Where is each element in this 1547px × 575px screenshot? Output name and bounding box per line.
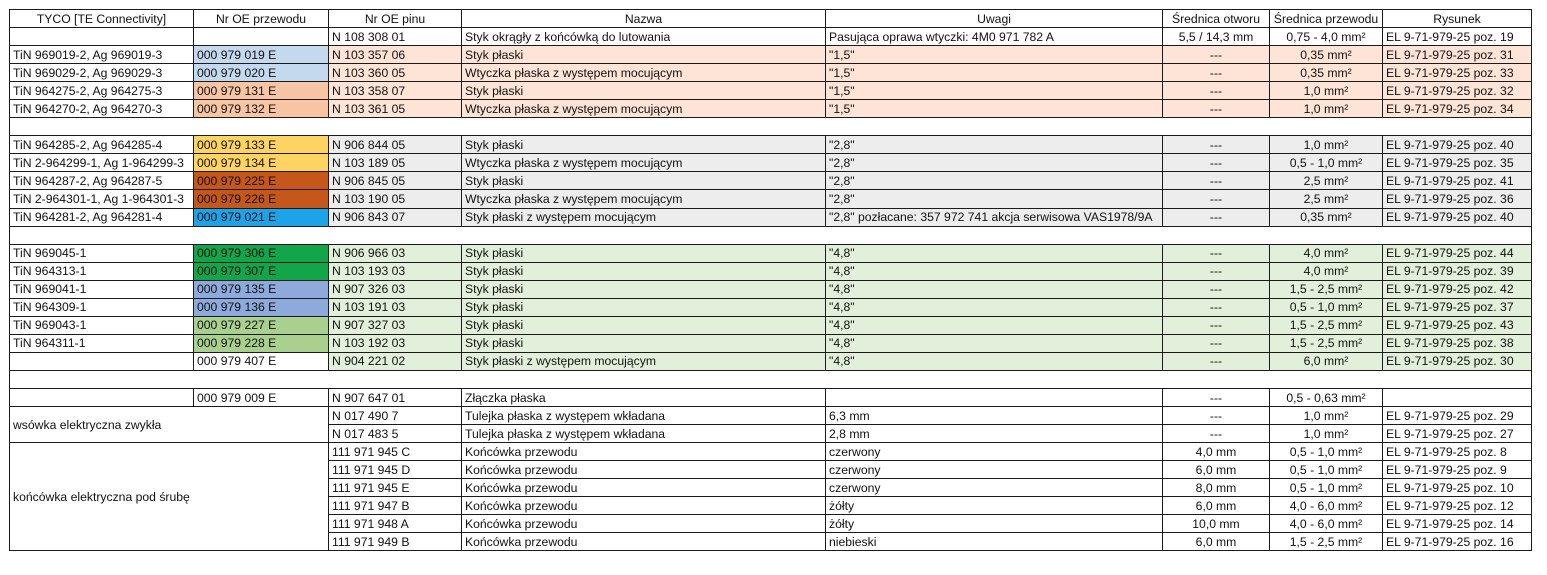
uwagi-cell: "4,8" bbox=[826, 352, 1163, 370]
srednica-przewodu-cell: 1,5 - 2,5 mm² bbox=[1270, 280, 1383, 298]
oe-pinu-cell: N 906 966 03 bbox=[329, 244, 462, 262]
table-row bbox=[10, 100, 1532, 118]
oe-pinu-cell: N 103 357 06 bbox=[329, 46, 462, 64]
rysunek-cell: EL 9-71-979-25 poz. 34 bbox=[1383, 100, 1532, 118]
nazwa-cell: Wtyczka płaska z występem mocującym bbox=[462, 100, 826, 118]
tyco-cell: TiN 969043-1 bbox=[10, 316, 194, 334]
tyco-cell: TiN 964270-2, Ag 964270-3 bbox=[10, 100, 194, 118]
table-row bbox=[10, 280, 1532, 298]
srednica-otworu-cell: --- bbox=[1163, 244, 1270, 262]
nazwa-cell: Styk płaski bbox=[462, 244, 826, 262]
srednica-otworu-cell: --- bbox=[1163, 100, 1270, 118]
srednica-przewodu-cell: 0,5 - 1,0 mm² bbox=[1270, 479, 1383, 497]
rysunek-cell: EL 9-71-979-25 poz. 31 bbox=[1383, 46, 1532, 64]
srednica-otworu-cell: --- bbox=[1163, 388, 1270, 406]
srednica-otworu-cell: --- bbox=[1163, 154, 1270, 172]
uwagi-cell: "4,8" bbox=[826, 316, 1163, 334]
oe-pinu-cell: N 103 192 03 bbox=[329, 334, 462, 352]
srednica-przewodu-cell: 0,75 - 4,0 mm² bbox=[1270, 28, 1383, 46]
srednica-przewodu-cell: 4,0 mm² bbox=[1270, 262, 1383, 280]
srednica-otworu-cell: --- bbox=[1163, 136, 1270, 154]
tyco-cell: TiN 964309-1 bbox=[10, 298, 194, 316]
table-row bbox=[10, 298, 1532, 316]
tyco-cell: TiN 964275-2, Ag 964275-3 bbox=[10, 82, 194, 100]
nazwa-cell: Styk płaski bbox=[462, 316, 826, 334]
spacer-cell bbox=[10, 226, 1532, 244]
srednica-przewodu-cell: 0,5 - 1,0 mm² bbox=[1270, 461, 1383, 479]
srednica-otworu-cell: --- bbox=[1163, 82, 1270, 100]
rysunek-cell: EL 9-71-979-25 poz. 32 bbox=[1383, 82, 1532, 100]
uwagi-cell: 2,8 mm bbox=[826, 425, 1163, 443]
tyco-cell: TiN 2-964301-1, Ag 1-964301-3 bbox=[10, 190, 194, 208]
uwagi-cell: "2,8" bbox=[826, 136, 1163, 154]
oe-pinu-cell: 111 971 945 E bbox=[329, 479, 462, 497]
srednica-przewodu-cell: 4,0 - 6,0 mm² bbox=[1270, 515, 1383, 533]
oe-przewodu-cell: 000 979 307 E bbox=[194, 262, 329, 280]
uwagi-cell: "4,8" bbox=[826, 280, 1163, 298]
srednica-otworu-cell: --- bbox=[1163, 316, 1270, 334]
header-tyco: TYCO [TE Connectivity] bbox=[10, 10, 194, 28]
uwagi-cell: Pasująca oprawa wtyczki: 4M0 971 782 A bbox=[826, 28, 1163, 46]
tyco-cell: TiN 964287-2, Ag 964287-5 bbox=[10, 172, 194, 190]
table-row bbox=[10, 388, 1532, 406]
tyco-cell: TiN 2-964299-1, Ag 1-964299-3 bbox=[10, 154, 194, 172]
tyco-cell bbox=[10, 352, 194, 370]
srednica-przewodu-cell: 0,35 mm² bbox=[1270, 46, 1383, 64]
oe-pinu-cell: N 103 360 05 bbox=[329, 64, 462, 82]
oe-pinu-cell: N 103 193 03 bbox=[329, 262, 462, 280]
oe-przewodu-cell: 000 979 009 E bbox=[194, 388, 329, 406]
tyco-cell: TiN 969029-2, Ag 969029-3 bbox=[10, 64, 194, 82]
oe-przewodu-cell: 000 979 135 E bbox=[194, 280, 329, 298]
srednica-otworu-cell: 6,0 mm bbox=[1163, 533, 1270, 551]
srednica-przewodu-cell: 4,0 - 6,0 mm² bbox=[1270, 497, 1383, 515]
table-row bbox=[10, 443, 1532, 461]
oe-przewodu-cell: 000 979 131 E bbox=[194, 82, 329, 100]
oe-pinu-cell: N 103 189 05 bbox=[329, 154, 462, 172]
srednica-przewodu-cell: 0,5 - 0,63 mm² bbox=[1270, 388, 1383, 406]
tyco-cell bbox=[10, 388, 194, 406]
srednica-otworu-cell: --- bbox=[1163, 262, 1270, 280]
srednica-otworu-cell: --- bbox=[1163, 46, 1270, 64]
uwagi-cell: "4,8" bbox=[826, 244, 1163, 262]
header-nazwa: Nazwa bbox=[462, 10, 826, 28]
oe-przewodu-cell: 000 979 132 E bbox=[194, 100, 329, 118]
spacer-row bbox=[10, 118, 1532, 136]
uwagi-cell: "4,8" bbox=[826, 298, 1163, 316]
oe-pinu-cell: N 103 361 05 bbox=[329, 100, 462, 118]
nazwa-cell: Wtyczka płaska z występem mocującym bbox=[462, 190, 826, 208]
table-row bbox=[10, 172, 1532, 190]
srednica-przewodu-cell: 0,5 - 1,0 mm² bbox=[1270, 443, 1383, 461]
uwagi-cell: "4,8" bbox=[826, 262, 1163, 280]
header-srednica-przewodu: Średnica przewodu bbox=[1270, 10, 1383, 28]
srednica-otworu-cell: --- bbox=[1163, 425, 1270, 443]
oe-pinu-cell: N 103 190 05 bbox=[329, 190, 462, 208]
oe-przewodu-cell: 000 979 228 E bbox=[194, 334, 329, 352]
oe-pinu-cell: N 907 647 01 bbox=[329, 388, 462, 406]
nazwa-cell: Styk płaski bbox=[462, 172, 826, 190]
srednica-przewodu-cell: 2,5 mm² bbox=[1270, 172, 1383, 190]
tyco-cell: TiN 964281-2, Ag 964281-4 bbox=[10, 208, 194, 226]
header-uwagi: Uwagi bbox=[826, 10, 1163, 28]
oe-przewodu-cell: 000 979 020 E bbox=[194, 64, 329, 82]
oe-pinu-cell: 111 971 948 A bbox=[329, 515, 462, 533]
nazwa-cell: Wtyczka płaska z występem mocującym bbox=[462, 64, 826, 82]
rysunek-cell: EL 9-71-979-25 poz. 40 bbox=[1383, 208, 1532, 226]
uwagi-cell: "4,8" bbox=[826, 334, 1163, 352]
uwagi-cell: żółty bbox=[826, 497, 1163, 515]
nazwa-cell: Złączka płaska bbox=[462, 388, 826, 406]
srednica-przewodu-cell: 1,5 - 2,5 mm² bbox=[1270, 316, 1383, 334]
spacer-row bbox=[10, 226, 1532, 244]
oe-pinu-cell: N 904 221 02 bbox=[329, 352, 462, 370]
rysunek-cell: EL 9-71-979-25 poz. 27 bbox=[1383, 425, 1532, 443]
uwagi-cell: "1,5" bbox=[826, 64, 1163, 82]
oe-przewodu-cell bbox=[194, 28, 329, 46]
nazwa-cell: Końcówka przewodu bbox=[462, 479, 826, 497]
spacer-cell bbox=[10, 118, 1532, 136]
nazwa-cell: Końcówka przewodu bbox=[462, 497, 826, 515]
uwagi-cell: czerwony bbox=[826, 479, 1163, 497]
srednica-otworu-cell: 8,0 mm bbox=[1163, 479, 1270, 497]
table-body bbox=[10, 28, 1532, 551]
srednica-przewodu-cell: 2,5 mm² bbox=[1270, 190, 1383, 208]
nazwa-cell: Wtyczka płaska z występem mocującym bbox=[462, 154, 826, 172]
srednica-przewodu-cell: 1,0 mm² bbox=[1270, 425, 1383, 443]
uwagi-cell: 6,3 mm bbox=[826, 407, 1163, 425]
oe-pinu-cell: N 103 358 07 bbox=[329, 82, 462, 100]
rysunek-cell bbox=[1383, 388, 1532, 406]
tyco-cell: TiN 964285-2, Ag 964285-4 bbox=[10, 136, 194, 154]
srednica-przewodu-cell: 0,5 - 1,0 mm² bbox=[1270, 154, 1383, 172]
rysunek-cell: EL 9-71-979-25 poz. 37 bbox=[1383, 298, 1532, 316]
tyco-cell bbox=[10, 28, 194, 46]
spacer-row bbox=[10, 370, 1532, 388]
oe-przewodu-cell: 000 979 226 E bbox=[194, 190, 329, 208]
oe-przewodu-cell: 000 979 019 E bbox=[194, 46, 329, 64]
oe-przewodu-cell: 000 979 225 E bbox=[194, 172, 329, 190]
uwagi-cell: "2,8" bbox=[826, 172, 1163, 190]
tyco-cell: TiN 969045-1 bbox=[10, 244, 194, 262]
oe-pinu-cell: N 017 483 5 bbox=[329, 425, 462, 443]
srednica-przewodu-cell: 4,0 mm² bbox=[1270, 244, 1383, 262]
table-row bbox=[10, 334, 1532, 352]
rysunek-cell: EL 9-71-979-25 poz. 10 bbox=[1383, 479, 1532, 497]
srednica-otworu-cell: --- bbox=[1163, 280, 1270, 298]
nazwa-cell: Końcówka przewodu bbox=[462, 461, 826, 479]
oe-pinu-cell: N 906 843 07 bbox=[329, 208, 462, 226]
srednica-otworu-cell: --- bbox=[1163, 64, 1270, 82]
oe-przewodu-cell: 000 979 133 E bbox=[194, 136, 329, 154]
oe-pinu-cell: N 108 308 01 bbox=[329, 28, 462, 46]
rysunek-cell: EL 9-71-979-25 poz. 8 bbox=[1383, 443, 1532, 461]
rysunek-cell: EL 9-71-979-25 poz. 29 bbox=[1383, 407, 1532, 425]
tyco-cell: TiN 969019-2, Ag 969019-3 bbox=[10, 46, 194, 64]
rysunek-cell: EL 9-71-979-25 poz. 12 bbox=[1383, 497, 1532, 515]
header-srednica-otworu: Średnica otworu bbox=[1163, 10, 1270, 28]
table-row bbox=[10, 154, 1532, 172]
spacer-cell bbox=[10, 370, 1532, 388]
nazwa-cell: Styk płaski bbox=[462, 298, 826, 316]
uwagi-cell: "2,8" bbox=[826, 154, 1163, 172]
srednica-przewodu-cell: 1,0 mm² bbox=[1270, 136, 1383, 154]
uwagi-cell: czerwony bbox=[826, 443, 1163, 461]
rysunek-cell: EL 9-71-979-25 poz. 35 bbox=[1383, 154, 1532, 172]
oe-pinu-cell: N 017 490 7 bbox=[329, 407, 462, 425]
srednica-otworu-cell: 6,0 mm bbox=[1163, 497, 1270, 515]
oe-pinu-cell: N 906 844 05 bbox=[329, 136, 462, 154]
nazwa-cell: Końcówka przewodu bbox=[462, 515, 826, 533]
table-row bbox=[10, 136, 1532, 154]
rysunek-cell: EL 9-71-979-25 poz. 14 bbox=[1383, 515, 1532, 533]
nazwa-cell: Tulejka płaska z występem wkładana bbox=[462, 425, 826, 443]
rysunek-cell: EL 9-71-979-25 poz. 36 bbox=[1383, 190, 1532, 208]
nazwa-cell: Styk płaski bbox=[462, 262, 826, 280]
table-row bbox=[10, 28, 1532, 46]
nazwa-cell: Styk płaski bbox=[462, 334, 826, 352]
srednica-otworu-cell: 6,0 mm bbox=[1163, 461, 1270, 479]
oe-przewodu-cell: 000 979 136 E bbox=[194, 298, 329, 316]
oe-przewodu-cell: 000 979 227 E bbox=[194, 316, 329, 334]
table-row bbox=[10, 190, 1532, 208]
oe-pinu-cell: N 907 327 03 bbox=[329, 316, 462, 334]
nazwa-cell: Styk płaski z występem mocującym bbox=[462, 352, 826, 370]
table-row bbox=[10, 46, 1532, 64]
rysunek-cell: EL 9-71-979-25 poz. 38 bbox=[1383, 334, 1532, 352]
rysunek-cell: EL 9-71-979-25 poz. 16 bbox=[1383, 533, 1532, 551]
uwagi-cell: czerwony bbox=[826, 461, 1163, 479]
oe-pinu-cell: 111 971 945 C bbox=[329, 443, 462, 461]
rysunek-cell: EL 9-71-979-25 poz. 9 bbox=[1383, 461, 1532, 479]
rysunek-cell: EL 9-71-979-25 poz. 43 bbox=[1383, 316, 1532, 334]
oe-przewodu-cell: 000 979 021 E bbox=[194, 208, 329, 226]
nazwa-cell: Tulejka płaska z występem wkładana bbox=[462, 407, 826, 425]
srednica-przewodu-cell: 0,35 mm² bbox=[1270, 208, 1383, 226]
uwagi-cell bbox=[826, 388, 1163, 406]
rysunek-cell: EL 9-71-979-25 poz. 33 bbox=[1383, 64, 1532, 82]
srednica-przewodu-cell: 1,0 mm² bbox=[1270, 100, 1383, 118]
nazwa-cell: Styk płaski bbox=[462, 136, 826, 154]
srednica-otworu-cell: --- bbox=[1163, 334, 1270, 352]
oe-pinu-cell: 111 971 945 D bbox=[329, 461, 462, 479]
srednica-otworu-cell: 10,0 mm bbox=[1163, 515, 1270, 533]
rysunek-cell: EL 9-71-979-25 poz. 44 bbox=[1383, 244, 1532, 262]
tyco-cell: TiN 964311-1 bbox=[10, 334, 194, 352]
rysunek-cell: EL 9-71-979-25 poz. 40 bbox=[1383, 136, 1532, 154]
srednica-przewodu-cell: 6,0 mm² bbox=[1270, 352, 1383, 370]
nazwa-cell: Styk płaski bbox=[462, 82, 826, 100]
uwagi-cell: żółty bbox=[826, 515, 1163, 533]
uwagi-cell: "1,5" bbox=[826, 100, 1163, 118]
uwagi-cell: "2,8" bbox=[826, 190, 1163, 208]
srednica-otworu-cell: --- bbox=[1163, 407, 1270, 425]
oe-pinu-cell: N 103 191 03 bbox=[329, 298, 462, 316]
rysunek-cell: EL 9-71-979-25 poz. 42 bbox=[1383, 280, 1532, 298]
table-row bbox=[10, 352, 1532, 370]
table-row bbox=[10, 262, 1532, 280]
nazwa-cell: Styk okrągły z końcówką do lutowania bbox=[462, 28, 826, 46]
oe-przewodu-cell: 000 979 134 E bbox=[194, 154, 329, 172]
srednica-otworu-cell: --- bbox=[1163, 208, 1270, 226]
tyco-cell: TiN 964313-1 bbox=[10, 262, 194, 280]
uwagi-cell: "1,5" bbox=[826, 46, 1163, 64]
srednica-przewodu-cell: 1,5 - 2,5 mm² bbox=[1270, 533, 1383, 551]
uwagi-cell: "2,8" pozłacane: 357 972 741 akcja serwisowa VAS1978/9A bbox=[826, 208, 1163, 226]
table-row bbox=[10, 64, 1532, 82]
table-row bbox=[10, 82, 1532, 100]
header-oe-pinu: Nr OE pinu bbox=[329, 10, 462, 28]
oe-przewodu-cell: 000 979 306 E bbox=[194, 244, 329, 262]
nazwa-cell: Styk płaski bbox=[462, 46, 826, 64]
header-rysunek: Rysunek bbox=[1383, 10, 1532, 28]
oe-pinu-cell: N 907 326 03 bbox=[329, 280, 462, 298]
table-row bbox=[10, 407, 1532, 425]
connector-table bbox=[9, 9, 1532, 551]
nazwa-cell: Końcówka przewodu bbox=[462, 443, 826, 461]
srednica-otworu-cell: --- bbox=[1163, 190, 1270, 208]
srednica-przewodu-cell: 0,35 mm² bbox=[1270, 64, 1383, 82]
srednica-przewodu-cell: 1,0 mm² bbox=[1270, 407, 1383, 425]
srednica-otworu-cell: 4,0 mm bbox=[1163, 443, 1270, 461]
nazwa-cell: Końcówka przewodu bbox=[462, 533, 826, 551]
srednica-przewodu-cell: 0,5 - 1,0 mm² bbox=[1270, 298, 1383, 316]
uwagi-cell: "1,5" bbox=[826, 82, 1163, 100]
srednica-otworu-cell: --- bbox=[1163, 298, 1270, 316]
nazwa-cell: Styk płaski z występem mocującym bbox=[462, 208, 826, 226]
oe-pinu-cell: 111 971 949 B bbox=[329, 533, 462, 551]
table-row bbox=[10, 244, 1532, 262]
nazwa-cell: Styk płaski bbox=[462, 280, 826, 298]
tyco-cell: TiN 969041-1 bbox=[10, 280, 194, 298]
srednica-przewodu-cell: 1,0 mm² bbox=[1270, 82, 1383, 100]
table-row bbox=[10, 208, 1532, 226]
oe-przewodu-cell: 000 979 407 E bbox=[194, 352, 329, 370]
table-row bbox=[10, 316, 1532, 334]
srednica-otworu-cell: 5,5 / 14,3 mm bbox=[1163, 28, 1270, 46]
srednica-otworu-cell: --- bbox=[1163, 352, 1270, 370]
rysunek-cell: EL 9-71-979-25 poz. 39 bbox=[1383, 262, 1532, 280]
tyco-cell: końcówka elektryczna pod śrubę bbox=[10, 443, 329, 551]
rysunek-cell: EL 9-71-979-25 poz. 30 bbox=[1383, 352, 1532, 370]
oe-pinu-cell: N 906 845 05 bbox=[329, 172, 462, 190]
tyco-cell: wsówka elektryczna zwykła bbox=[10, 407, 329, 443]
uwagi-cell: niebieski bbox=[826, 533, 1163, 551]
header-oe-przewodu: Nr OE przewodu bbox=[194, 10, 329, 28]
header-row bbox=[10, 10, 1532, 28]
rysunek-cell: EL 9-71-979-25 poz. 41 bbox=[1383, 172, 1532, 190]
srednica-otworu-cell: --- bbox=[1163, 172, 1270, 190]
srednica-przewodu-cell: 1,5 - 2,5 mm² bbox=[1270, 334, 1383, 352]
oe-pinu-cell: 111 971 947 B bbox=[329, 497, 462, 515]
rysunek-cell: EL 9-71-979-25 poz. 19 bbox=[1383, 28, 1532, 46]
